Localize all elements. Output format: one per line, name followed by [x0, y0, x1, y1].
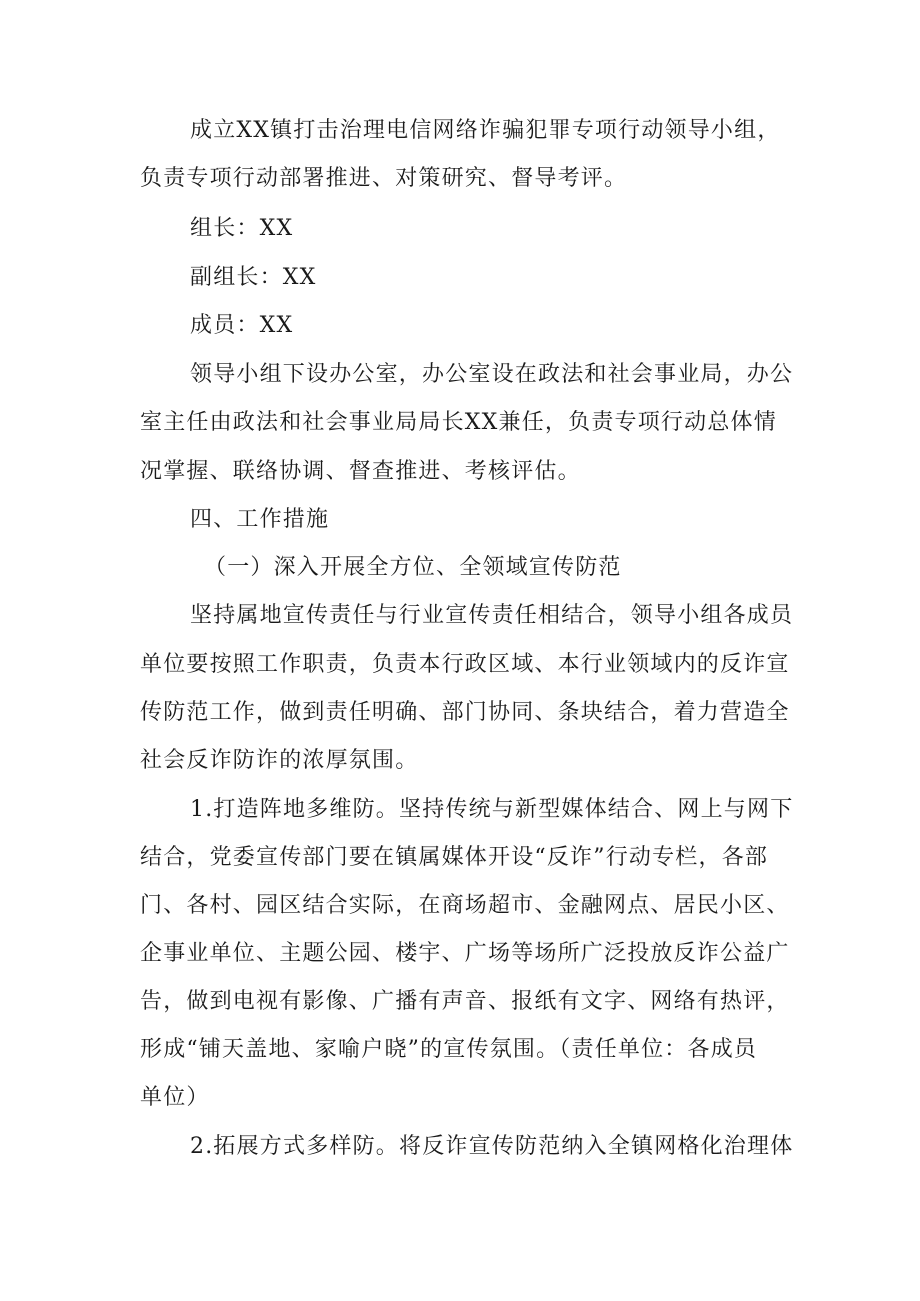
paragraph-line: 2.拓展方式多样防。将反诈宣传防范纳入全镇网格化治理体 — [190, 1134, 794, 1159]
deputy-leader-line: 副组长：XX — [190, 265, 317, 290]
paragraph-line: 况掌握、联络协调、督查推进、考核评估。 — [140, 459, 581, 484]
paragraph-line: 领导小组下设办公室，办公室设在政法和社会事业局，办公 — [190, 362, 794, 387]
paragraph-line: 单位要按照工作职责，负责本行政区域、本行业领域内的反诈宣 — [140, 652, 790, 677]
paragraph-line: 单位） — [140, 1085, 210, 1110]
members-line: 成员：XX — [190, 313, 294, 338]
paragraph-line: 1.打造阵地多维防。坚持传统与新型媒体结合、网上与网下 — [190, 797, 794, 822]
paragraph-line: 传防范工作，做到责任明确、部门协同、条块结合，着力营造全 — [140, 700, 790, 725]
paragraph-line: 告，做到电视有影像、广播有声音、报纸有文字、网络有热评， — [140, 989, 790, 1014]
paragraph-line: 门、各村、园区结合实际，在商场超市、金融网点、居民小区、 — [140, 893, 790, 918]
subsection-heading: （一）深入开展全方位、全领域宣传防范 — [204, 555, 622, 580]
paragraph-line: 企事业单位、主题公园、楼宇、广场等场所广泛投放反诈公益广 — [140, 941, 790, 966]
paragraph-line: 室主任由政法和社会事业局局长XX兼任，负责专项行动总体情 — [140, 410, 777, 435]
paragraph-line: 结合，党委宣传部门要在镇属媒体开设“反诈”行动专栏，各部 — [140, 845, 769, 870]
paragraph-line: 成立XX镇打击治理电信网络诈骗犯罪专项行动领导小组， — [190, 118, 781, 143]
section-heading: 四、工作措施 — [190, 507, 330, 532]
paragraph-line: 坚持属地宣传责任与行业宣传责任相结合，领导小组各成员 — [190, 603, 794, 628]
paragraph-line: 形成“铺天盖地、家喻户晓”的宣传氛围。（责任单位：各成员 — [140, 1037, 758, 1062]
paragraph-line: 负责专项行动部署推进、对策研究、督导考评。 — [140, 166, 628, 191]
group-leader-line: 组长：XX — [190, 216, 294, 241]
paragraph-line: 社会反诈防诈的浓厚氛围。 — [140, 748, 419, 773]
